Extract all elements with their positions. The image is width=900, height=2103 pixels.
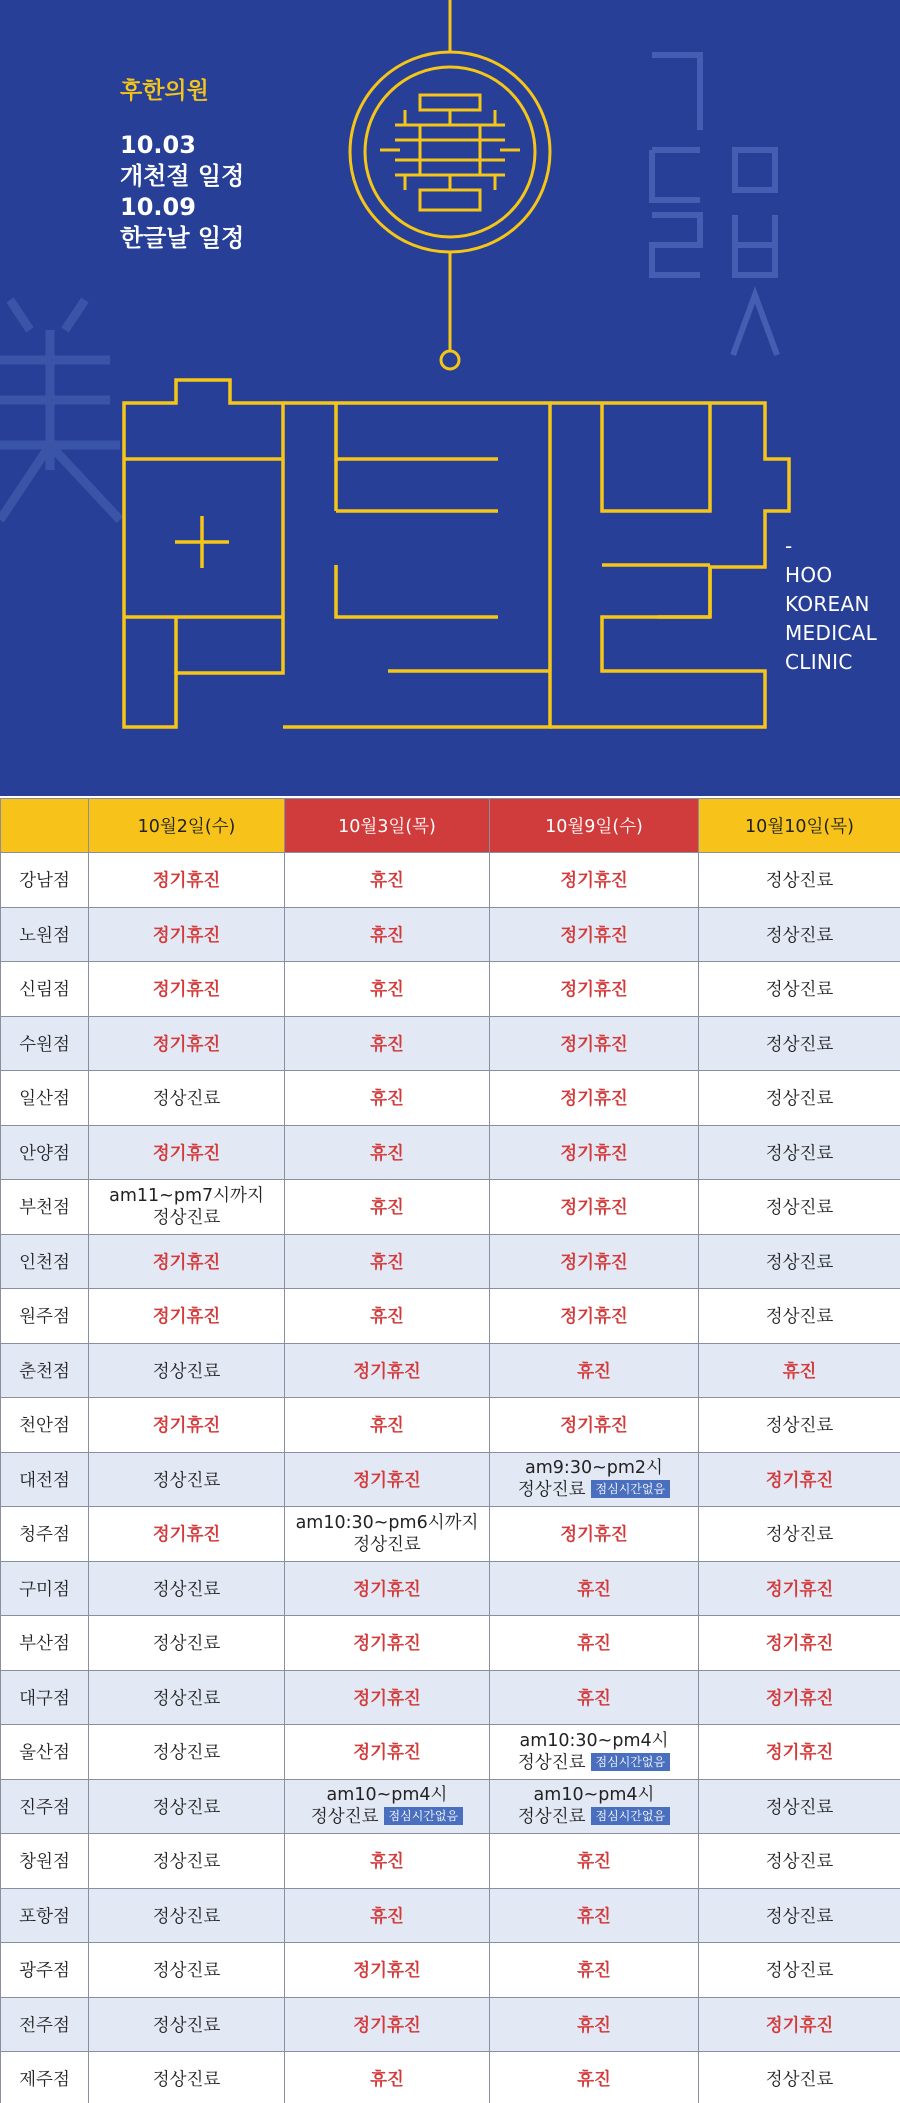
status-cell: 정상진료 [699,907,900,962]
table-row [1,1888,900,1943]
table-row [1,1616,900,1671]
status-cell: 정상진료 [699,2052,900,2103]
status-cell: 휴진 [490,1343,699,1398]
table-body [1,853,900,2103]
status-cell: 정상진료 [89,1943,285,1998]
status-cell: 휴진 [285,1834,490,1889]
date-line-2: 10.09 [120,193,196,221]
hero-banner [0,0,900,796]
status-cell: 휴진 [490,1834,699,1889]
hangul-logo-art [0,0,900,796]
status-cell: 휴진 [490,1616,699,1671]
status-cell: 휴진 [285,1125,490,1180]
table-row [1,2052,900,2103]
branch-name: 전주점 [1,1997,89,2052]
event-line-1: 개천절 일정 [120,162,245,190]
status-cell: 정상진료 [699,1125,900,1180]
status-cell: 정상진료 [89,1725,285,1780]
table-row [1,1997,900,2052]
status-cell-special [490,1452,699,1507]
status-cell: 정상진료 [699,1398,900,1453]
status-cell: 정기휴진 [89,1507,285,1562]
status-cell: 정기휴진 [285,1561,490,1616]
status-text: 정상진료 [517,1807,586,1828]
table-row [1,1507,900,1562]
status-cell: 정기휴진 [490,853,699,908]
date-line-1: 10.03 [120,131,196,159]
status-cell: 정기휴진 [89,1016,285,1071]
hours-text: am10:30~pm4시 [519,1730,669,1751]
status-cell: 정기휴진 [699,1616,900,1671]
status-cell: 정기휴진 [285,1452,490,1507]
table-row [1,1943,900,1998]
no-lunch-badge: 점심시간없음 [591,1807,671,1825]
table-row [1,1452,900,1507]
status-text: 정상진료 [353,1534,421,1555]
branch-name: 신림점 [1,962,89,1017]
branch-name: 부산점 [1,1616,89,1671]
branch-name: 수원점 [1,1016,89,1071]
plus-icon [175,516,229,568]
status-cell: 정상진료 [89,1616,285,1671]
hours-text: am10~pm4시 [533,1785,655,1806]
eng-line-3: MEDICAL [785,621,878,645]
status-line [89,1207,284,1229]
status-cell: 정상진료 [89,1997,285,2052]
status-cell-special [285,1507,490,1562]
branch-name: 울산점 [1,1725,89,1780]
status-cell: 정상진료 [699,1071,900,1126]
branch-name: 청주점 [1,1507,89,1562]
status-cell: 휴진 [285,1398,490,1453]
status-cell: 휴진 [285,1234,490,1289]
table-row [1,1125,900,1180]
status-cell: 정상진료 [89,1834,285,1889]
status-cell: 정기휴진 [490,1234,699,1289]
table-row [1,907,900,962]
status-cell: 휴진 [285,1888,490,1943]
status-cell: 정상진료 [699,1834,900,1889]
status-cell: 정기휴진 [285,1343,490,1398]
status-cell: 휴진 [285,962,490,1017]
hours-text: am10:30~pm6시까지 [295,1512,479,1533]
status-cell: 정기휴진 [699,1452,900,1507]
branch-name: 대전점 [1,1452,89,1507]
status-cell: 정기휴진 [490,1507,699,1562]
status-cell: 정상진료 [699,1234,900,1289]
branch-name: 원주점 [1,1289,89,1344]
table-row [1,1180,900,1235]
branch-name: 포항점 [1,1888,89,1943]
status-cell: 정상진료 [699,1779,900,1834]
table-row [1,1670,900,1725]
status-cell: 휴진 [490,1997,699,2052]
eng-line-4: CLINIC [785,650,853,674]
branch-name: 일산점 [1,1071,89,1126]
status-cell: 휴진 [285,1180,490,1235]
status-text: 정상진료 [517,1480,586,1501]
branch-name: 대구점 [1,1670,89,1725]
header-oct9: 10월9일(수) [490,799,699,853]
status-cell: 휴진 [490,1561,699,1616]
eng-line-2: KOREAN [785,592,870,616]
status-cell: 휴진 [490,1888,699,1943]
ornament-icon [350,0,550,369]
status-cell: 정기휴진 [699,1561,900,1616]
hours-text: am11~pm7시까지 [109,1185,264,1206]
branch-name: 광주점 [1,1943,89,1998]
status-cell: 정기휴진 [490,1125,699,1180]
status-line [285,1534,489,1556]
status-cell: 휴진 [285,1071,490,1126]
no-lunch-badge: 점심시간없음 [591,1480,671,1498]
status-cell: 정기휴진 [699,1725,900,1780]
table-row [1,853,900,908]
status-cell: 정기휴진 [699,1670,900,1725]
status-cell: 정기휴진 [490,1398,699,1453]
no-lunch-badge: 점심시간없음 [384,1807,464,1825]
status-cell: 정기휴진 [285,1943,490,1998]
status-cell: 정기휴진 [285,1725,490,1780]
status-cell: 휴진 [285,2052,490,2103]
status-cell: 정상진료 [699,1888,900,1943]
status-line [490,1806,698,1828]
status-cell: 정상진료 [699,1943,900,1998]
branch-name: 강남점 [1,853,89,908]
table-row [1,1343,900,1398]
table-row [1,1289,900,1344]
table-header-row [1,799,900,853]
table-row [1,1071,900,1126]
status-cell: 정상진료 [89,1071,285,1126]
status-cell: 정상진료 [89,1452,285,1507]
status-line [490,1752,698,1774]
status-cell: 정기휴진 [89,1234,285,1289]
status-cell-special [285,1779,490,1834]
status-cell: 휴진 [285,853,490,908]
clinic-name: 후한의원 [120,78,209,104]
status-cell: 정상진료 [699,1180,900,1235]
status-cell: 정상진료 [699,853,900,908]
status-cell: 정기휴진 [490,1071,699,1126]
schedule-title [120,130,244,254]
branch-name: 구미점 [1,1561,89,1616]
table-row [1,962,900,1017]
status-cell: 정상진료 [89,1561,285,1616]
status-cell: 휴진 [699,1343,900,1398]
status-cell: 정기휴진 [490,962,699,1017]
branch-name: 인천점 [1,1234,89,1289]
status-cell: 정상진료 [89,2052,285,2103]
schedule-table [0,798,900,2103]
status-cell: 정상진료 [699,1289,900,1344]
status-cell: 휴진 [490,1943,699,1998]
status-cell: 정기휴진 [490,907,699,962]
header-oct3: 10월3일(목) [285,799,490,853]
status-cell-special [490,1725,699,1780]
status-cell: 휴진 [285,907,490,962]
table-row [1,1561,900,1616]
status-cell-special [490,1779,699,1834]
status-cell-special [89,1180,285,1235]
english-clinic-name [785,532,877,677]
status-cell: 정기휴진 [89,1289,285,1344]
status-cell: 정기휴진 [89,962,285,1017]
table-row [1,1725,900,1780]
branch-name: 춘천점 [1,1343,89,1398]
branch-name: 진주점 [1,1779,89,1834]
status-cell: 정기휴진 [89,1125,285,1180]
branch-name: 안양점 [1,1125,89,1180]
status-cell: 정기휴진 [490,1180,699,1235]
status-cell: 정상진료 [699,962,900,1017]
status-cell: 정기휴진 [285,1616,490,1671]
table-row [1,1016,900,1071]
hours-text: am10~pm4시 [326,1785,448,1806]
status-cell: 정기휴진 [490,1016,699,1071]
status-cell: 정기휴진 [89,853,285,908]
status-text: 정상진료 [310,1807,379,1828]
hours-text: am9:30~pm2시 [525,1458,663,1479]
status-cell: 정기휴진 [285,1997,490,2052]
table-row [1,1398,900,1453]
status-line [490,1479,698,1501]
status-text: 정상진료 [517,1752,586,1773]
branch-name: 부천점 [1,1180,89,1235]
no-lunch-badge: 점심시간없음 [591,1753,671,1771]
status-text: 정상진료 [152,1207,221,1228]
status-cell: 정기휴진 [490,1289,699,1344]
status-cell: 휴진 [490,1670,699,1725]
status-line [285,1806,489,1828]
status-cell: 정상진료 [699,1507,900,1562]
status-cell: 휴진 [285,1016,490,1071]
table-row [1,1834,900,1889]
table-row [1,1234,900,1289]
dash: - [785,534,793,558]
header-oct2: 10월2일(수) [89,799,285,853]
status-cell: 정기휴진 [285,1670,490,1725]
table-row [1,1779,900,1834]
status-cell: 정상진료 [89,1670,285,1725]
header-oct10: 10월10일(목) [699,799,900,853]
eng-line-1: HOO [785,563,833,587]
header-branch [1,799,89,853]
status-cell: 정기휴진 [89,1398,285,1453]
branch-name: 노원점 [1,907,89,962]
branch-name: 제주점 [1,2052,89,2103]
status-cell: 정상진료 [89,1779,285,1834]
status-cell: 휴진 [285,1289,490,1344]
branch-name: 천안점 [1,1398,89,1453]
branch-name: 창원점 [1,1834,89,1889]
status-cell: 정상진료 [89,1343,285,1398]
status-cell: 정상진료 [89,1888,285,1943]
status-cell: 정기휴진 [699,1997,900,2052]
status-cell: 휴진 [490,2052,699,2103]
status-cell: 정기휴진 [89,907,285,962]
status-cell: 정상진료 [699,1016,900,1071]
event-line-2: 한글날 일정 [120,224,245,252]
